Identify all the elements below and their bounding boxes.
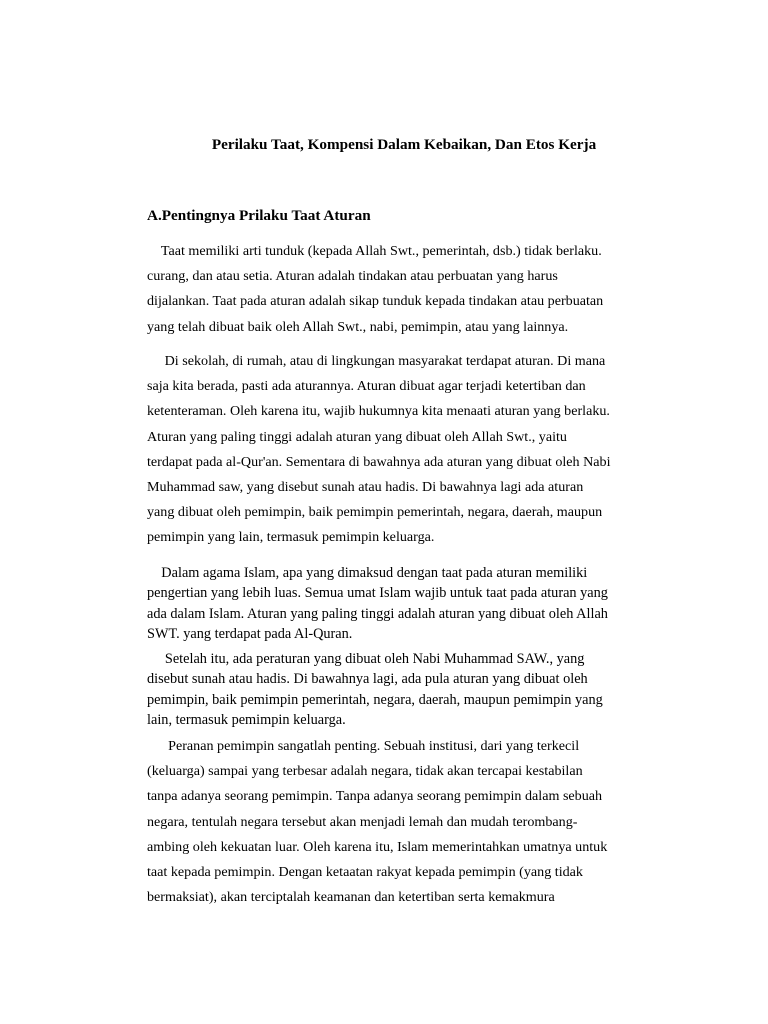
paragraph-peranan-pemimpin: [147, 734, 667, 910]
paragraph-line: pengertian yang lebih luas. Semua umat Islam wajib untuk taat pada aturan yang: [147, 585, 608, 602]
paragraph-line: ada dalam Islam. Aturan yang paling tinggi adalah aturan yang dibuat oleh Allah: [147, 605, 608, 622]
paragraph-line: curang, dan atau setia. Aturan adalah tindakan atau perbuatan yang harus: [147, 268, 558, 285]
paragraph-line: Aturan yang paling tinggi adalah aturan yang dibuat oleh Allah Swt., yaitu: [147, 428, 567, 445]
paragraph-line: dijalankan. Taat pada aturan adalah sikap tunduk kepada tindakan atau perbuatan: [147, 293, 604, 310]
paragraph-line: Taat memiliki arti tunduk (kepada Allah Swt., pemerintah, dsb.) tidak berlaku.: [147, 243, 602, 259]
paragraph-line: Di sekolah, di rumah, atau di lingkungan masyarakat terdapat aturan. Di mana: [147, 353, 606, 369]
paragraph-taat-dalam-islam: [147, 563, 667, 644]
paragraph-line: taat kepada pemimpin. Dengan ketaatan rakyat kepada pemimpin (yang tidak: [147, 864, 583, 881]
paragraph-line: ketenteraman. Oleh karena itu, wajib hukumnya kita menaati aturan yang berlaku.: [147, 403, 610, 420]
section-heading: A.Pentingnya Prilaku Taat Aturan: [147, 207, 371, 224]
paragraph-line: pemimpin, baik pemimpin pemerintah, negara, daerah, maupun pemimpin yang: [147, 691, 603, 708]
paragraph-line: saja kita berada, pasti ada aturannya. Aturan dibuat agar terjadi ketertiban dan: [147, 378, 586, 395]
paragraph-line: Dalam agama Islam, apa yang dimaksud dengan taat pada aturan memiliki: [147, 565, 588, 581]
paragraph-line: yang dibuat oleh pemimpin, baik pemimpin pemerintah, negara, daerah, maupun: [147, 504, 603, 521]
paragraph-line: negara, tentulah negara tersebut akan menjadi lemah dan mudah terombang-: [147, 813, 578, 830]
paragraph-line: bermaksiat), akan terciptalah keamanan dan ketertiban serta kemakmura: [147, 889, 555, 906]
paragraph-aturan-di-lingkungan: [147, 349, 667, 551]
paragraph-line: terdapat pada al-Qur'an. Sementara di bawahnya ada aturan yang dibuat oleh Nabi: [147, 453, 611, 470]
paragraph-line: Muhammad saw, yang disebut sunah atau hadis. Di bawahnya lagi ada aturan: [147, 479, 584, 496]
paragraph-line: disebut sunah atau hadis. Di bawahnya lagi, ada pula aturan yang dibuat oleh: [147, 671, 588, 688]
paragraph-line: lain, termasuk pemimpin keluarga.: [147, 711, 346, 728]
paragraph-sunah-hadis: [147, 649, 667, 730]
paragraph-taat-definition: [147, 239, 667, 340]
paragraph-line: pemimpin yang lain, termasuk pemimpin keluarga.: [147, 529, 435, 546]
paragraph-line: (keluarga) sampai yang terbesar adalah negara, tidak akan tercapai kestabilan: [147, 763, 583, 780]
paragraph-line: ambing oleh kekuatan luar. Oleh karena itu, Islam memerintahkan umatnya untuk: [147, 838, 608, 855]
document-title: Perilaku Taat, Kompensi Dalam Kebaikan, Dan Etos Kerja: [211, 136, 597, 153]
paragraph-line: SWT. yang terdapat pada Al-Quran.: [147, 625, 353, 642]
paragraph-line: tanpa adanya seorang pemimpin. Tanpa adanya seorang pemimpin dalam sebuah: [147, 788, 603, 805]
paragraph-line: Peranan pemimpin sangatlah penting. Sebuah institusi, dari yang terkecil: [147, 738, 580, 754]
paragraph-line: yang telah dibuat baik oleh Allah Swt., nabi, pemimpin, atau yang lainnya.: [147, 318, 569, 335]
paragraph-line: Setelah itu, ada peraturan yang dibuat oleh Nabi Muhammad SAW., yang: [147, 651, 585, 667]
